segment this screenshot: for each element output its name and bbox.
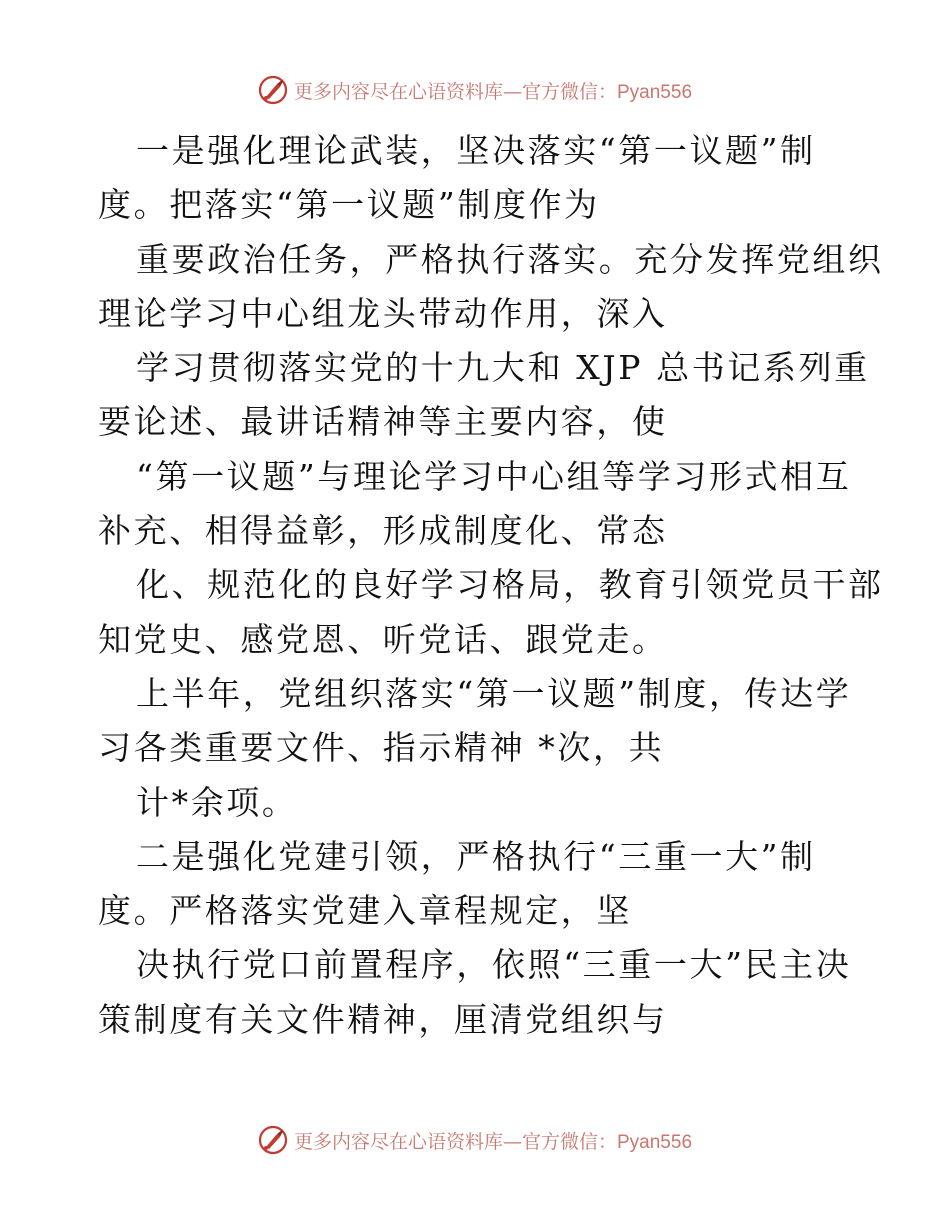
text-line: 补充、相得益彰，形成制度化、常态	[98, 511, 668, 551]
text-line: 知党史、感党恩、听党话、跟党走。	[98, 619, 668, 659]
text-line: 学习贯彻落实党的十九大和 XJP 总书记系列重	[136, 348, 870, 388]
header-watermark	[0, 72, 950, 108]
text-line: 重要政治任务，严格执行落实。充分发挥党组织	[136, 239, 884, 279]
text-line: 二是强化党建引领，严格执行“三重一大”制	[136, 836, 816, 876]
text-line: 上半年，党组织落实“第一议题”制度，传达学	[136, 673, 852, 713]
text-line: 度。把落实“第一议题”制度作为	[98, 185, 600, 225]
text-line: 化、规范化的良好学习格局，教育引领党员干部	[136, 565, 884, 605]
text-line: 度。严格落实党建入章程规定，坚	[98, 891, 632, 931]
watermark-text: 更多内容尽在心语资料库—官方微信：Pyan556	[293, 80, 693, 103]
text-line: 一是强化理论武装，坚决落实“第一议题”制	[136, 131, 816, 170]
text-line: 要论述、最讲话精神等主要内容，使	[98, 402, 668, 442]
text-line: “第一议题”与理论学习中心组等学习形式相互	[136, 456, 852, 496]
quill-pen-logo-icon	[258, 1125, 288, 1155]
watermark-text: 更多内容尽在心语资料库—官方微信：Pyan556	[293, 1130, 693, 1153]
quill-pen-logo-icon	[258, 75, 288, 105]
document-body	[98, 124, 884, 1047]
text-line: 决执行党口前置程序，依照“三重一大”民主决	[136, 945, 852, 985]
text-line: 计*余项。	[136, 782, 298, 822]
text-line: 理论学习中心组龙头带动作用，深入	[98, 293, 668, 333]
text-line: 策制度有关文件精神，厘清党组织与	[98, 999, 668, 1039]
footer-watermark	[0, 1122, 950, 1158]
text-line: 习各类重要文件、指示精神 *次，共	[98, 728, 665, 768]
